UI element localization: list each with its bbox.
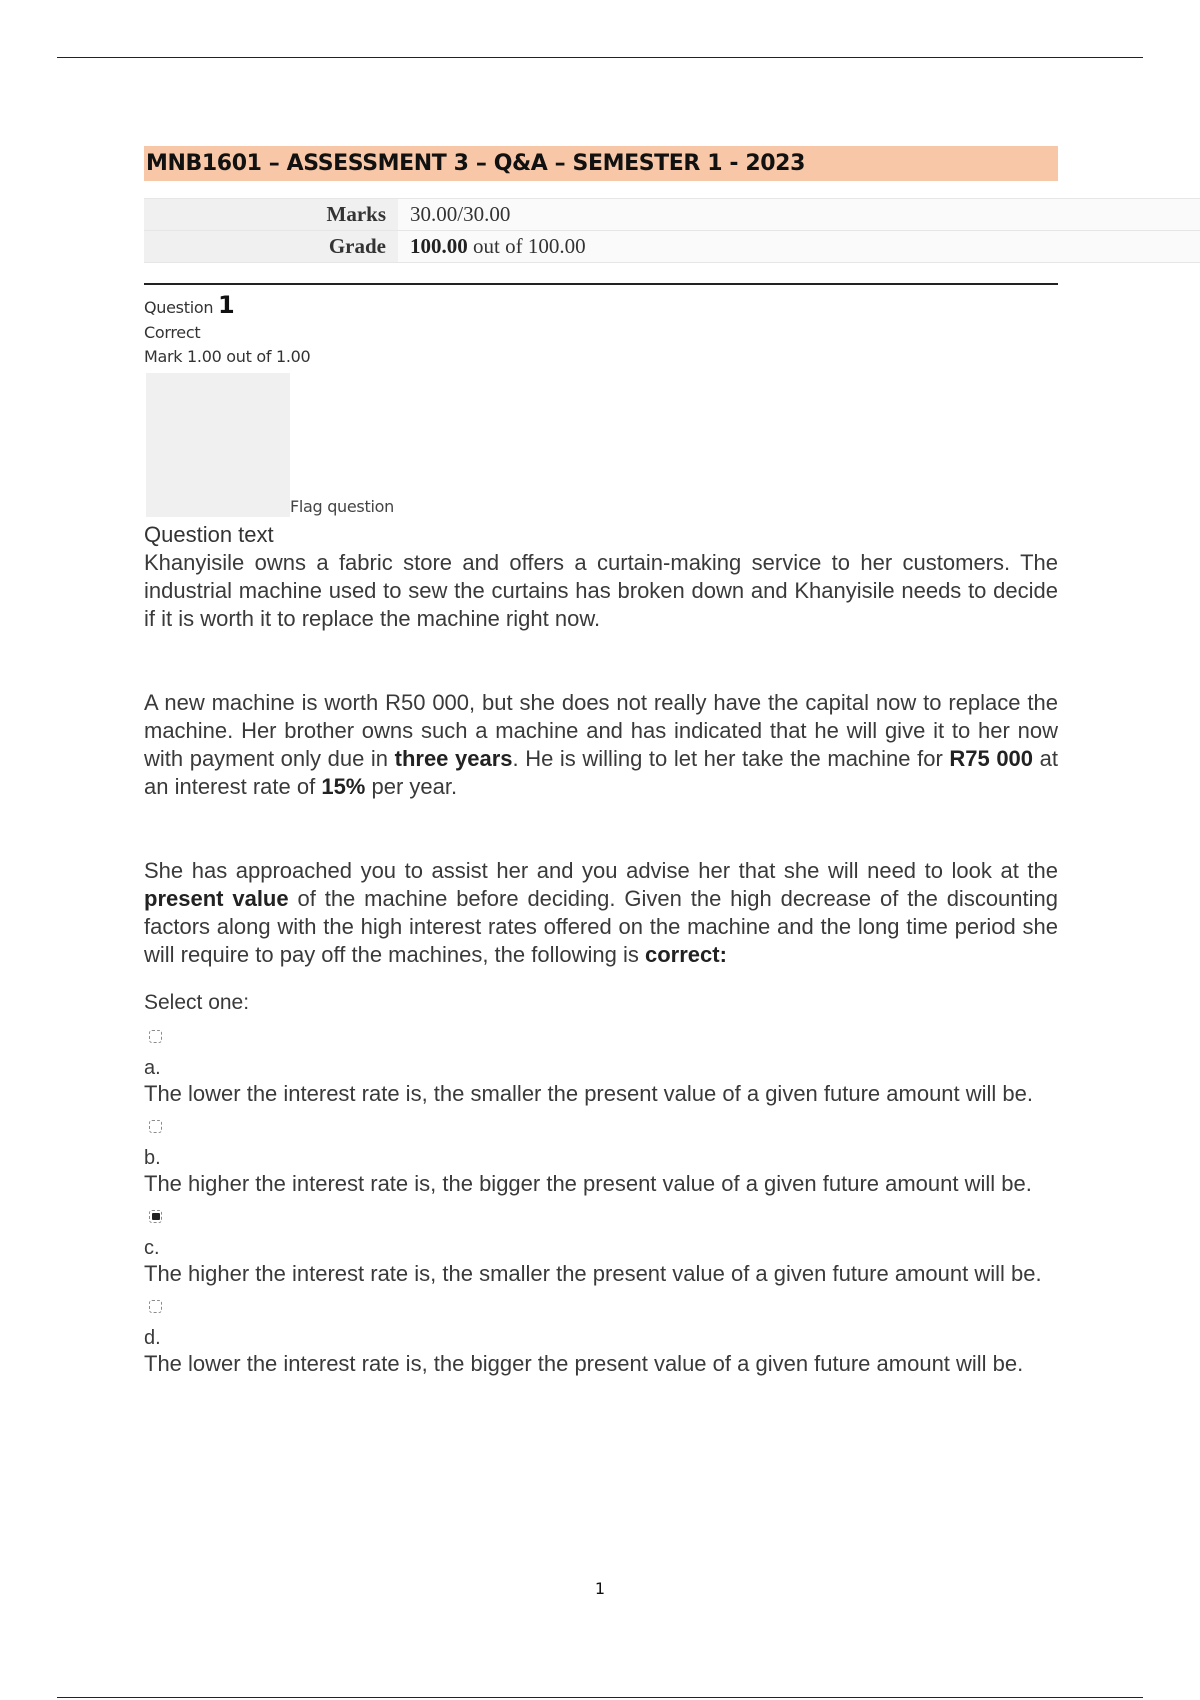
option-text[interactable]: The lower the interest rate is, the smaller the present value of a given future amount will be. <box>144 1081 1034 1106</box>
marks-row <box>144 199 1200 231</box>
option-letter: c. <box>144 1237 160 1259</box>
option-letter: a. <box>144 1057 161 1079</box>
grade-value-score: 100.00 <box>410 234 468 258</box>
select-one-label: Select one: <box>144 991 250 1014</box>
radio-unchecked-icon[interactable] <box>148 1299 164 1315</box>
question-paragraph-1: Khanyisile owns a fabric store and offers a curtain-making service to her customers. The industrial machine used to sew the curtains has broken down and Khanyisile needs to decide if it is worth it to replace the machine right now. <box>144 550 1058 631</box>
option-text[interactable]: The lower the interest rate is, the bigger the present value of a given future amount will be. <box>144 1351 1024 1376</box>
paragraph-3-text-1: She has approached you to assist her and you advise her that she will need to look at the <box>144 858 1058 883</box>
grade-row <box>144 231 1200 263</box>
question-label: Question <box>144 298 214 317</box>
question-mark: Mark 1.00 out of 1.00 <box>144 347 311 366</box>
bottom-rule <box>57 1697 1143 1698</box>
question-state: Correct <box>144 323 201 342</box>
paragraph-2-text-2: . He is willing to let her take the machine for <box>512 746 950 771</box>
answer-option-b[interactable] <box>144 1119 1058 1197</box>
option-letter: b. <box>144 1147 161 1169</box>
section-divider <box>144 283 1058 285</box>
document-title: MNB1601 – ASSESSMENT 3 – Q&A – SEMESTER 1 - 2023 <box>144 146 1058 181</box>
grade-value <box>398 231 1200 263</box>
paragraph-3-text-2: of the machine before deciding. Given the high decrease of the discounting factors along with the high interest rates offered on the machine and the long time period she will require to pay off the machines, the following is <box>144 886 1058 967</box>
paragraph-3-bold-1: present value <box>144 886 289 911</box>
answer-option-d[interactable] <box>144 1299 1058 1377</box>
question-info <box>144 291 1058 521</box>
paragraph-2-text-1: A new machine is worth R50 000, but she does not really have the capital now to replace the machine. Her brother owns such a machine and has indicated that he will give it to her now with payment only due in <box>144 690 1058 771</box>
question-heading <box>144 291 1058 321</box>
marks-value: 30.00/30.00 <box>398 199 1200 231</box>
radio-checked-icon[interactable] <box>148 1209 164 1225</box>
paragraph-2-bold-2: R75 000 <box>949 746 1034 771</box>
option-text[interactable]: The higher the interest rate is, the smaller the present value of a given future amount will be. <box>144 1261 1042 1286</box>
question-paragraph-3 <box>144 857 1058 969</box>
paragraph-2-bold-1: three years <box>394 746 513 771</box>
grade-summary-table <box>144 198 1200 263</box>
page-number: 1 <box>594 1579 606 1598</box>
paragraph-2-text-4: per year. <box>365 774 458 799</box>
flag-icon[interactable] <box>146 373 290 517</box>
grade-value-total: out of 100.00 <box>467 234 586 258</box>
question-paragraph-2 <box>144 689 1058 801</box>
flag-question-area <box>144 369 1058 521</box>
question-text-label: Question text <box>144 522 274 547</box>
question-number: 1 <box>217 291 235 319</box>
answer-option-c[interactable] <box>144 1209 1058 1287</box>
page-content <box>144 146 1058 1377</box>
option-letter: d. <box>144 1327 161 1349</box>
paragraph-2-bold-3: 15% <box>321 774 366 799</box>
answer-option-a[interactable] <box>144 1029 1058 1107</box>
paragraph-2-text-3: at an interest rate of <box>144 746 1058 799</box>
top-rule <box>57 57 1143 58</box>
option-text[interactable]: The higher the interest rate is, the bigger the present value of a given future amount will be. <box>144 1171 1032 1196</box>
marks-label: Marks <box>144 199 398 231</box>
radio-unchecked-icon[interactable] <box>148 1119 164 1135</box>
grade-label: Grade <box>144 231 398 263</box>
radio-unchecked-icon[interactable] <box>148 1029 164 1045</box>
flag-question-link[interactable]: Flag question <box>290 497 394 516</box>
paragraph-3-bold-2: correct: <box>644 942 727 967</box>
